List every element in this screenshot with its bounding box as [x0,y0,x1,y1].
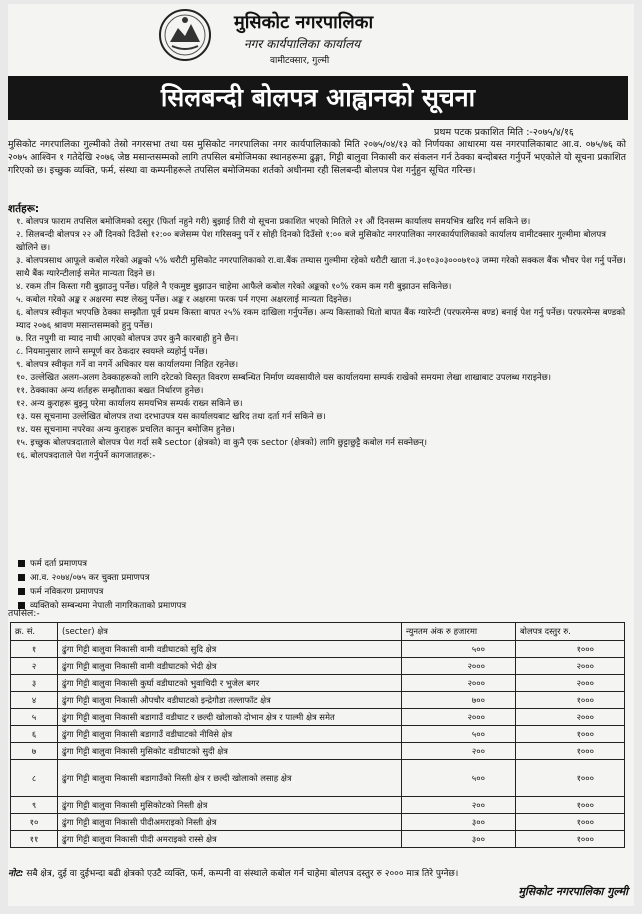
table-cell: ढुंगा गिट्टी बालुवा निकासी बडागाउँको निस्ती क्षेत्र र छल्दी खोलाको लसाह क्षेत्र [58,760,402,797]
term-item: ६. बोलपत्र स्वीकृत भएपछि ठेक्का सम्झौता पूर्व प्रथम किस्ता बापत २५% रकम दाखिला गर्नुपर्नेछ। अन्य किस्ताको धितो बापत बैंक ग्यारेन्टी (परफरमेन्स बण्ड) बनाई पेश गर्नु पर्नेछ। परफरमेन्स बण्डको म्याद २०७६ श्रावण मसान्तसम्मको हुनु पर्नेछ। [16,308,626,331]
bullet-square-icon [18,560,25,567]
note-text: सबै क्षेत्र, दुई वा दुईभन्दा बढी क्षेत्रको एउटै व्यक्ति, फर्म, कम्पनी वा संस्थाले कबोल गर्न चाहेमा बोलपत्र दस्तुर रु २००० मात्र तिरे पुग्नेछ। [26,869,459,879]
term-item: ४. रकम तीन किस्ता गरी बुझाउनु पर्नेछ। पहिले नै एकमुष्ट बुझाउन चाहेमा आफैले कबोल गरेको अङ्कको १०% रकम कम गरी बुझाउन सकिनेछ। [16,282,452,292]
table-cell: ढुंगा गिट्टी बालुवा निकासी पीदी अमराइको रास्से क्षेत्र [58,831,402,848]
term-item: १४. यस सूचनामा नपरेका अन्य कुराहरू प्रचलित कानुन बमोजिम हुनेछ। [16,425,235,435]
bullet-square-icon [18,588,25,595]
signature-line: मुसिकोट नगरपालिका गुल्मी [518,885,628,898]
table-cell: १००० [516,692,625,709]
table-cell: १००० [516,814,625,831]
government-emblem-icon [158,8,212,62]
table-cell: १००० [516,797,625,814]
table-cell: १००० [516,760,625,797]
letterhead [8,4,634,76]
term-item: ७. रित नपुगी वा म्याद नाघी आएको बोलपत्र उपर कुनै कारबाही हुने छैन। [16,334,239,344]
table-cell: १००० [516,726,625,743]
term-item: ९. बोलपत्र स्वीकृत गर्ने वा नगर्ने अधिकार यस कार्यालयमा निहित रहनेछ। [16,360,239,370]
col-fee: बोलपत्र दस्तुर रु. [516,623,625,641]
table-cell: १ [11,641,58,658]
table-cell: ३०० [402,814,516,831]
term-item: १३. यस सूचनामा उल्लेखित बोलपत्र तथा दरभाउपत्र यस कार्यालयबाट खरिद तथा दर्ता गर्न सकिने छ। [16,412,326,422]
table-row [11,675,625,692]
table-cell: ३ [11,675,58,692]
table-cell: १००० [516,743,625,760]
table-cell: ढुंगा गिट्टी बालुवा निकासी कुर्घा वडीघाटको भुवाचिदी र भुजेल बगर [58,675,402,692]
schedule-label: तपसिल:- [8,608,40,619]
col-sector: (secter) क्षेत्र [58,623,402,641]
table-cell: २०० [402,797,516,814]
notice-page [8,4,634,906]
term-item: १०. उल्लेखित अलग-अलग ठेक्काहरूको लागि दरेटको विस्तृत विवरण सम्बन्धित निर्माण व्यवसायीले यस कार्यालयमा सम्पर्क राखेको समयमा लेखा शाखाबाट उपलब्ध गराइनेछ। [16,373,551,383]
table-cell: २००० [516,675,625,692]
first-published-date: प्रथम पटक प्रकाशित मिति :-२०७५/४/१६ [434,127,574,138]
table-row [11,641,625,658]
table-cell: २००० [402,709,516,726]
table-cell: ढुंगा गिट्टी बालुवा निकासी बडागाउँ वडीघाट र छल्दी खोलाको दोभान क्षेत्र र पाल्मी क्षेत्र समेत [58,709,402,726]
table-cell: ७ [11,743,58,760]
table-cell: ढुंगा गिट्टी बालुवा निकासी मुसिकोटको निस्ती क्षेत्र [58,797,402,814]
table-cell: १००० [516,831,625,848]
table-cell: २००० [516,709,625,726]
col-serial: क्र. सं. [11,623,58,641]
table-header-row [11,623,625,641]
table-cell: १० [11,814,58,831]
table-cell: ५०० [402,726,516,743]
table-row [11,692,625,709]
table-cell: २००० [402,658,516,675]
term-item: १. बोलपत्र फाराम तपसिल बमोजिमको दस्तुर (फिर्ता नहुने गरी) बुझाई तिरी यो सूचना प्रकाशित भएको मितिले २१ औं दिनसम्म कार्यालय समयभित्र खरिद गर्न सकिने छ। [16,217,531,227]
document-item: व्यक्तिको सम्बन्धमा नेपाली नागरिकताको प्रमाणपत्र [18,599,186,613]
term-item: ३. बोलपत्रसाथ आफूले कबोल गरेको अङ्कको ५% धरौटी मुसिकोट नगरपालिकाको रा.वा.बैंक तम्घास गुल्मीमा रहेको धरौटी खाता नं.३०१०३०३०००७१०३ जम्मा गरेको सक्कल बैंक भौचर पेश गर्नु पर्नेछ। साथै बैंक ग्यारेन्टीलाई समेत मान्यता दिइने छ। [16,256,626,279]
org-name: मुसिकोट नगरपालिका [234,12,374,33]
document-item: फर्म नविकरण प्रमाणपत्र [18,585,186,599]
table-row [11,726,625,743]
terms-heading: शर्तहरू: [8,203,40,215]
table-cell: ५०० [402,641,516,658]
table-cell: २००० [402,675,516,692]
table-cell: १००० [516,641,625,658]
table-cell: ८ [11,760,58,797]
footnote [8,866,628,879]
table-cell: ९ [11,797,58,814]
sector-table [10,622,625,848]
intro-paragraph: मुसिकोट नगरपालिका गुल्मीको तेस्रो नगरसभा तथा यस मुसिकोट नगरपालिका नगर कार्यपालिकाको मिति २०७५/०४/१३ को निर्णयका आधारमा यस नगरपालिकाबाट आ.व. ०७५/७६ को २०७५ आश्विन १ गतेदेखि २०७६ जेष्ठ मसान्तसम्मको लागि तपसिल बमोजिमका स्थानहरूमा ढुङ्गा, गिट्टी बालुवा निकासी कर संकलन गर्न ठेक्का बन्दोबस्त गर्नुपर्ने भएकोले यो सूचना प्रकाशित गरिएको छ। इच्छुक व्यक्ति, फर्म, संस्था वा कम्पनीहरूले तपसिल बमोजिमका शर्तको अधीनमा रही सिलबन्दी बोलपत्र पेश गर्नुहुन सूचित गरिन्छ। [8,139,626,176]
table-cell: ढुंगा गिट्टी बालुवा निकासी मुसिकोट वडीघाटको सुदी क्षेत्र [58,743,402,760]
term-item: १६. बोलपत्रदाताले पेश गर्नुपर्ने कागजातहरू:- [16,451,156,461]
document-item: आ.व. २०७४/०७५ कर चुक्ता प्रमाणपत्र [18,571,186,585]
term-item: ८. नियमानुसार लाग्ने सम्पूर्ण कर ठेकदार स्वयम्ले व्यहोर्नु पर्नेछ। [16,347,208,357]
table-cell: २०० [402,743,516,760]
table-cell: ढुंगा गिट्टी बालुवा निकासी वामी वडीघाटको भेदी क्षेत्र [58,658,402,675]
notice-title: सिलबन्दी बोलपत्र आह्वानको सूचना [8,76,628,120]
table-row [11,797,625,814]
table-row [11,814,625,831]
table-cell: ढुंगा गिट्टी बालुवा निकासी वामी वडीघाटको सुदि क्षेत्र [58,641,402,658]
required-documents-list [18,557,186,613]
term-item: १५. इच्छुक बोलपत्रदाताले बोलपत्र पेश गर्दा सबै sector (क्षेत्रको) वा कुनै एक sector (क्षेत्रको) लागि छुट्टाछुट्टै कबोल गर्न सक्नेछन्। [16,438,428,448]
table-cell: ६ [11,726,58,743]
table-cell: ढुंगा गिट्टी बालुवा निकासी बडागाउँ वडीघाटको नीविसे क्षेत्र [58,726,402,743]
terms-list [8,216,626,463]
bullet-square-icon [18,574,25,581]
table-cell: ३०० [402,831,516,848]
note-label: नोट: [8,869,24,879]
table-row [11,831,625,848]
term-item: ५. कबोल गरेको अङ्क र अक्षरमा स्पष्ट लेख्नु पर्नेछ। अङ्क र अक्षरमा फरक पर्न गएमा अक्षरलाई मान्यता दिइनेछ। [16,295,352,305]
term-item: १२. अन्य कुराहरू बुझ्नु परेमा कार्यालय समयभित्र सम्पर्क राख्न सकिने छ। [16,399,243,409]
office-address: वामीटक्सार, गुल्मी [270,56,330,66]
table-row [11,658,625,675]
table-cell: ढुंगा गिट्टी बालुवा निकासी पीदीअमराइको निस्ती क्षेत्र [58,814,402,831]
table-row [11,709,625,726]
table-cell: ४ [11,692,58,709]
table-cell: ७०० [402,692,516,709]
office-name: नगर कार्यपालिका कार्यालय [244,37,361,51]
table-cell: ११ [11,831,58,848]
term-item: ११. ठेक्काका अन्य शर्तहरू सम्झौताका बखत निर्धारण हुनेछ। [16,386,204,396]
table-cell: ढुंगा गिट्टी बालुवा निकासी औपचौर वडीघाटको इन्द्रेगौडा तल्लाफॉट क्षेत्र [58,692,402,709]
col-min-amount: न्युनतम अंक रु हजारमा [402,623,516,641]
term-item: २. सिलबन्दी बोलपत्र २२ औं दिनको दिउँसो १२:०० बजेसम्म पेश गरिसक्नु पर्ने र सोही दिनको दिउँसो १:०० बजे मुसिकोट नगरपालिका नगरकार्यपालिकाको कार्यालय वामीटक्सार गुल्मीमा बोलपत्र खोलिने छ। [16,230,606,253]
table-cell: ५ [11,709,58,726]
table-cell: २ [11,658,58,675]
table-row [11,743,625,760]
document-item: फर्म दर्ता प्रमाणपत्र [18,557,186,571]
table-cell: ५०० [402,760,516,797]
table-row [11,760,625,797]
table-cell: २००० [516,658,625,675]
